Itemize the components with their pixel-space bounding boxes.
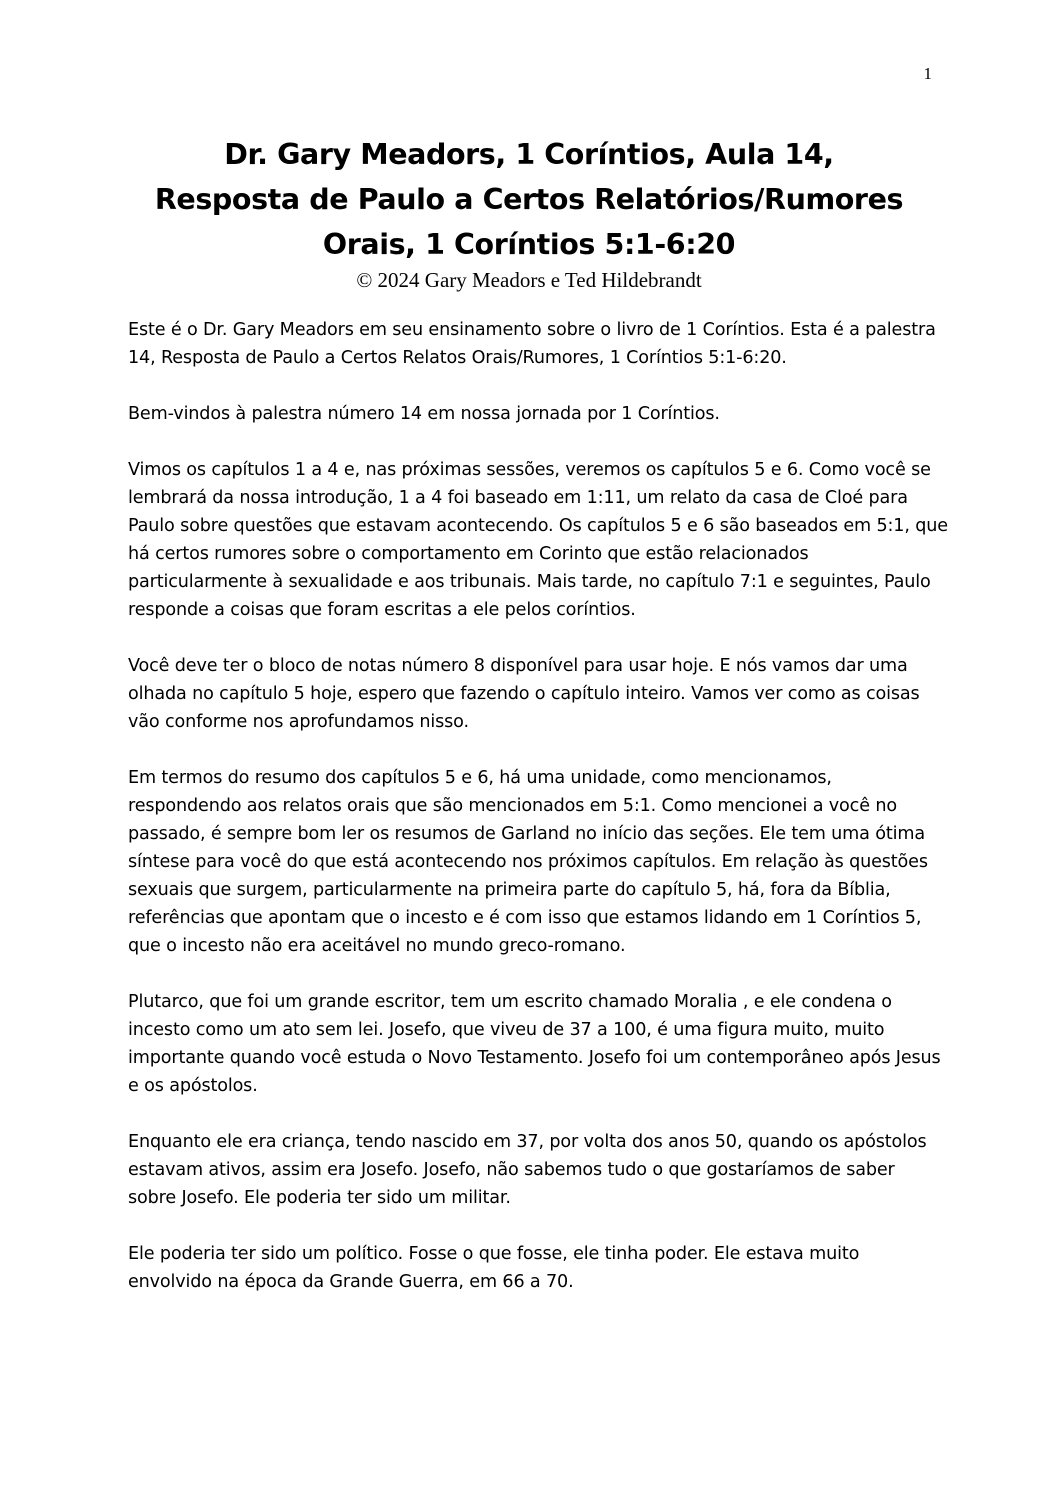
copyright-notice: © 2024 Gary Meadors e Ted Hildebrandt (356, 268, 702, 292)
page-number: 1 (923, 64, 932, 83)
document-body (128, 316, 948, 1324)
body-paragraph: Este é o Dr. Gary Meadors em seu ensinamento sobre o livro de 1 Coríntios. Esta é a palestra 14, Resposta de Paulo a Certos Relatos Orais/Rumores, 1 Coríntios 5:1-6:20. (128, 320, 936, 368)
body-paragraph: Plutarco, que foi um grande escritor, tem um escrito chamado Moralia , e ele condena o incesto como um ato sem lei. Josefo, que viveu de 37 a 100, é uma figura muito, muito importante quando você estuda o Novo Testamento. Josefo foi um contemporâneo após Jesus e os apóstolos. (128, 992, 941, 1096)
body-paragraph: Em termos do resumo dos capítulos 5 e 6, há uma unidade, como mencionamos, respondendo aos relatos orais que são mencionados em 5:1. Como mencionei a você no passado, é sempre bom ler os resumos de Garland no início das seções. Ele tem uma ótima síntese para você do que está acontecendo nos próximos capítulos. Em relação às questões sexuais que surgem, particularmente na primeira parte do capítulo 5, há, fora da Bíblia, referências que apontam que o incesto e é com isso que estamos lidando em 1 Coríntios 5, que o incesto não era aceitável no mundo greco-romano. (128, 768, 928, 956)
document-title (100, 132, 958, 267)
title-line: Resposta de Paulo a Certos Relatórios/Rumores (154, 183, 904, 216)
title-line: Dr. Gary Meadors, 1 Coríntios, Aula 14, (224, 138, 834, 171)
body-paragraph: Você deve ter o bloco de notas número 8 disponível para usar hoje. E nós vamos dar uma olhada no capítulo 5 hoje, espero que fazendo o capítulo inteiro. Vamos ver como as coisas vão conforme nos aprofundamos nisso. (128, 656, 920, 732)
body-paragraph: Vimos os capítulos 1 a 4 e, nas próximas sessões, veremos os capítulos 5 e 6. Como você se lembrará da nossa introdução, 1 a 4 foi baseado em 1:11, um relato da casa de Cloé para Paulo sobre questões que estavam acontecendo. Os capítulos 5 e 6 são baseados em 5:1, que há certos rumores sobre o comportamento em Corinto que estão relacionados particularmente à sexualidade e aos tribunais. Mais tarde, no capítulo 7:1 e seguintes, Paulo responde a coisas que foram escritas a ele pelos coríntios. (128, 460, 948, 620)
body-paragraph: Ele poderia ter sido um político. Fosse o que fosse, ele tinha poder. Ele estava muito envolvido na época da Grande Guerra, em 66 a 70. (128, 1244, 860, 1292)
body-paragraph: Bem-vindos à palestra número 14 em nossa jornada por 1 Coríntios. (128, 404, 720, 424)
body-paragraph: Enquanto ele era criança, tendo nascido em 37, por volta dos anos 50, quando os apóstolos estavam ativos, assim era Josefo. Josefo, não sabemos tudo o que gostaríamos de saber sobre Josefo. Ele poderia ter sido um militar. (128, 1132, 927, 1208)
title-line: Orais, 1 Coríntios 5:1-6:20 (322, 228, 736, 261)
